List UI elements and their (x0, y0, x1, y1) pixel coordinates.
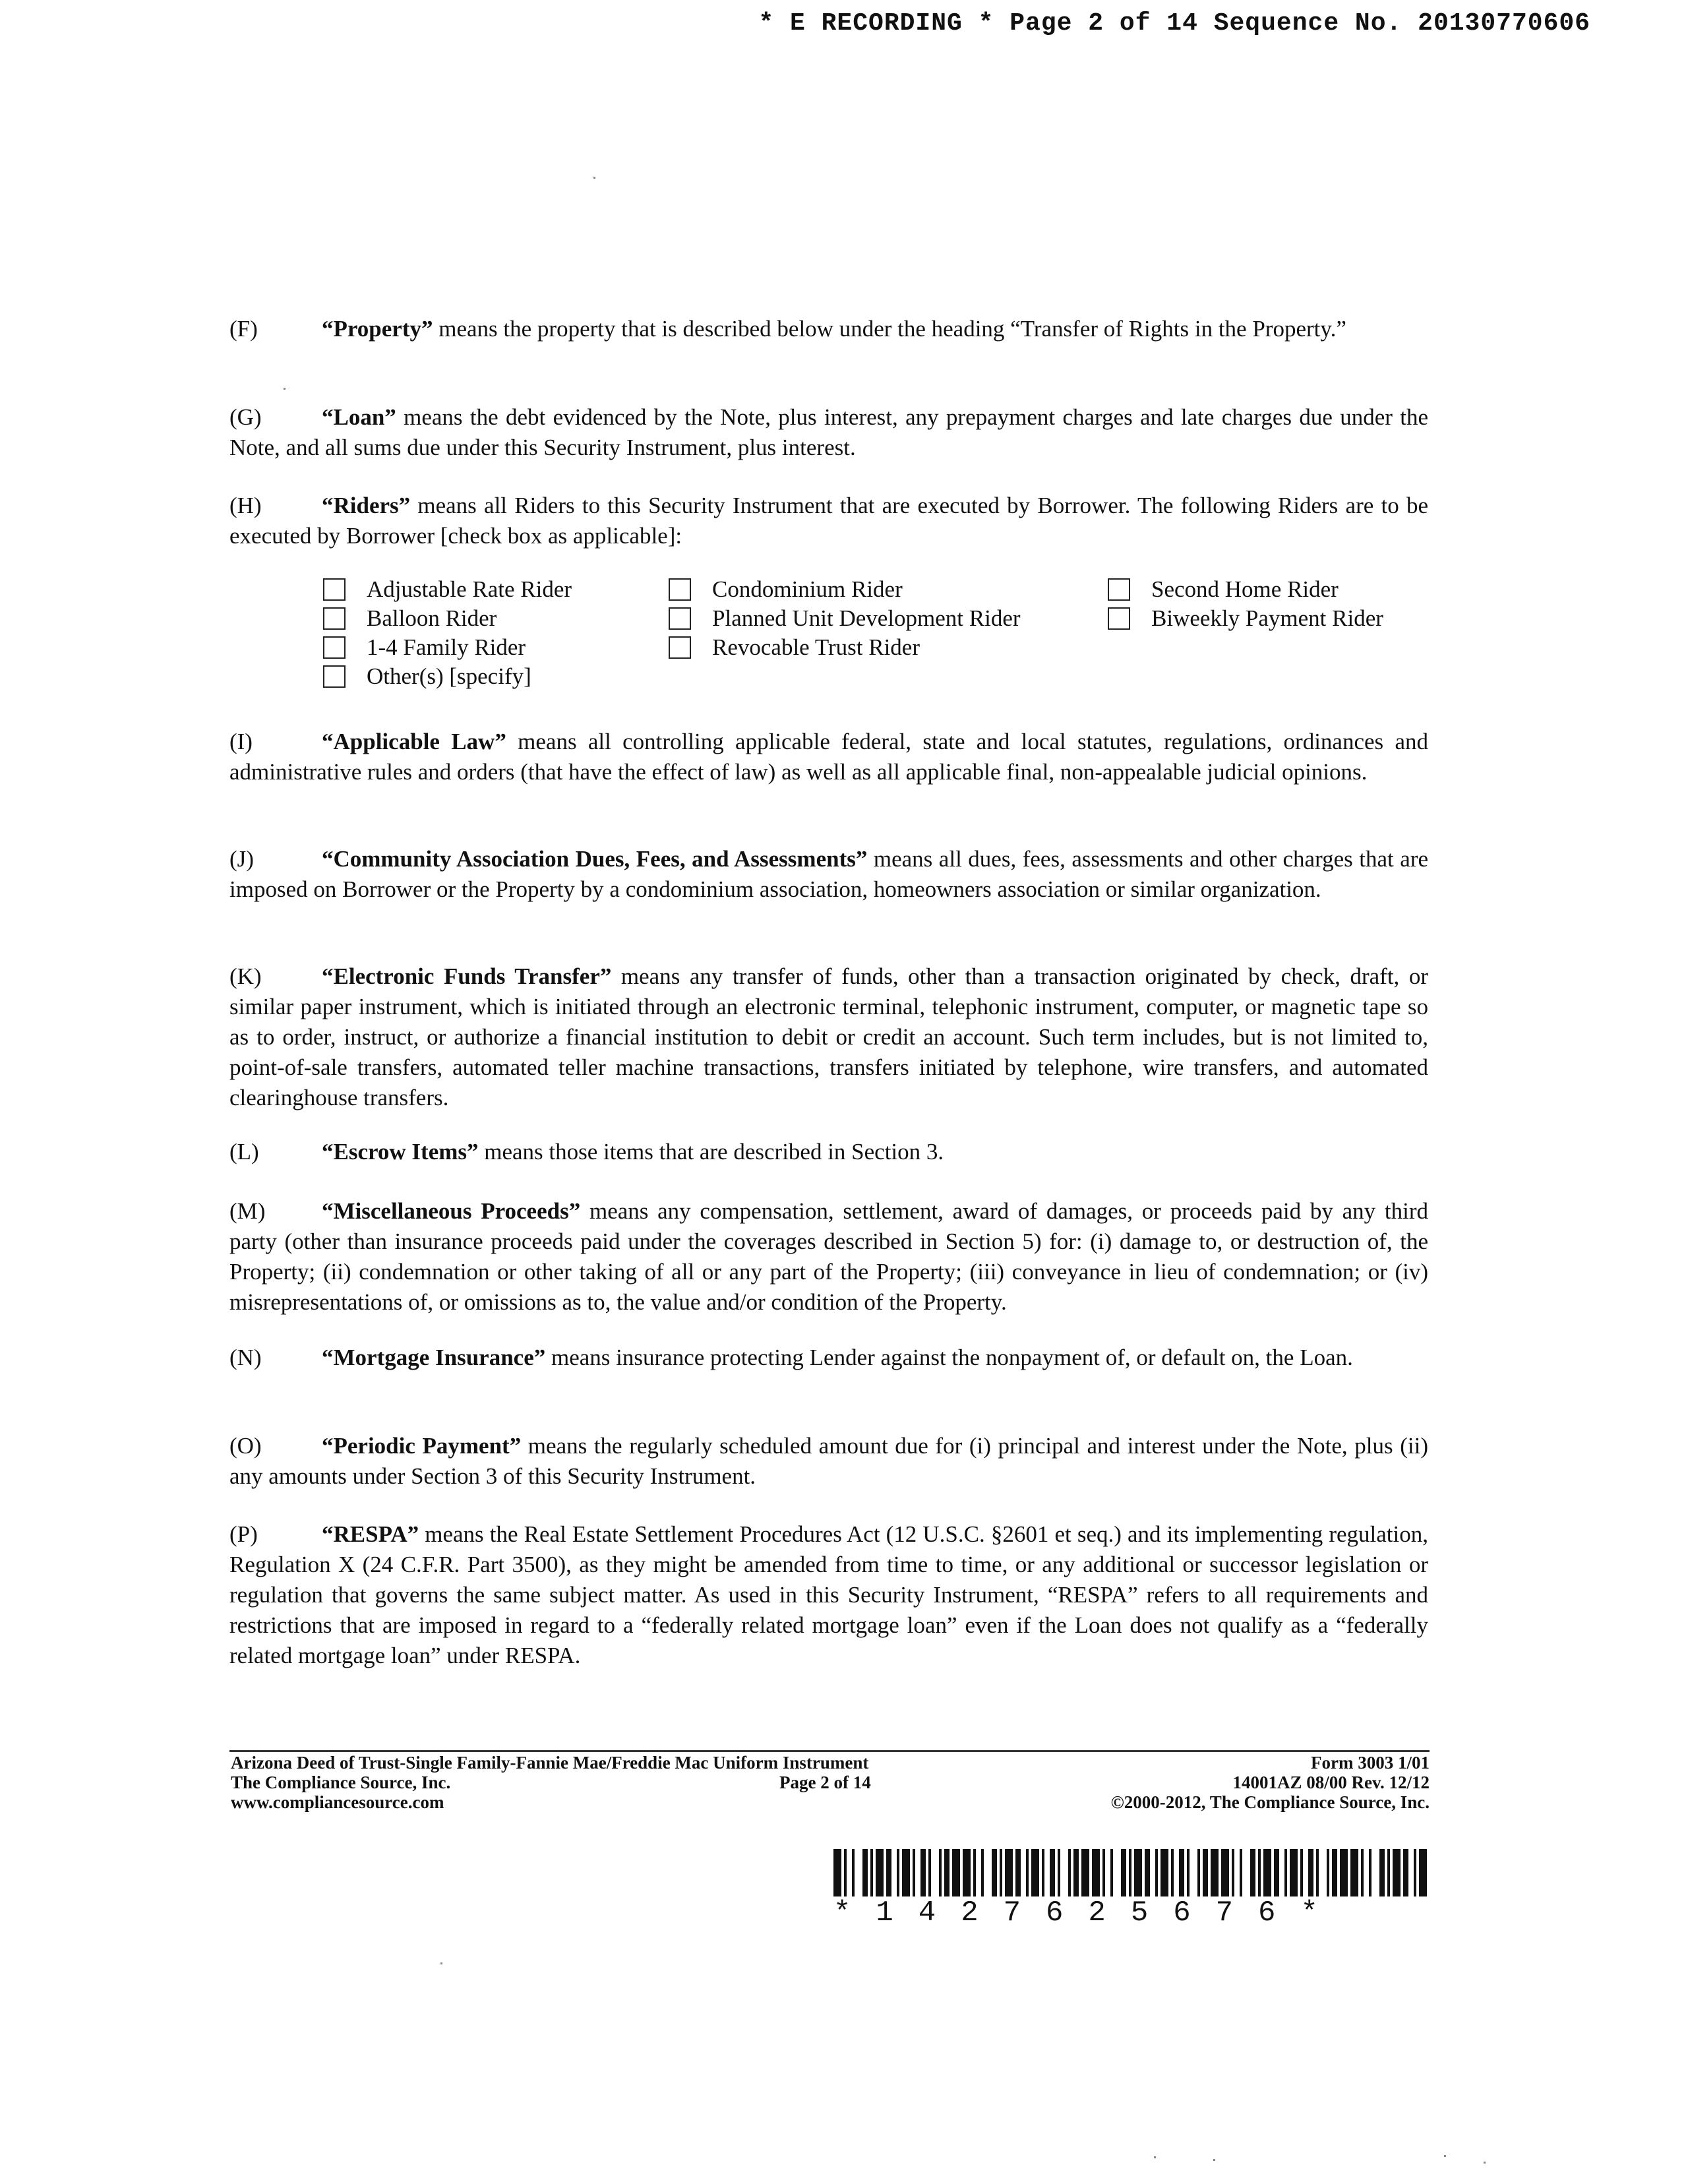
definition-text: means the debt evidenced by the Note, plus interest, any prepayment charges and late charges due under the Note, and all sums due under this Security Instrument, plus interest. (229, 404, 1428, 460)
definition-k (229, 961, 1428, 1113)
checkbox-icon[interactable] (669, 607, 691, 630)
definition-label: (G) (229, 404, 262, 430)
barcode-number: *1427625676* (833, 1896, 1343, 1929)
definition-label: (L) (229, 1139, 259, 1165)
rider-label: 1-4 Family Rider (367, 634, 526, 660)
rider-label: Other(s) [specify] (367, 663, 531, 689)
checkbox-icon[interactable] (323, 607, 346, 630)
definition-text: means all dues, fees, assessments and other charges that are imposed on Borrower or the Property by a condominium association, homeowners association or similar organization. (229, 846, 1428, 902)
definition-term: “Applicable Law” (322, 729, 506, 754)
footer-revision: 14001AZ 08/00 Rev. 12/12 (1232, 1773, 1430, 1792)
definition-term: “Loan” (322, 404, 396, 430)
definition-i (229, 727, 1428, 787)
footer-form-number: Form 3003 1/01 (1311, 1753, 1430, 1773)
rider-label: Adjustable Rate Rider (367, 576, 572, 602)
riders-column-1 (323, 575, 572, 691)
rider-balloon[interactable] (323, 604, 572, 633)
rider-label: Second Home Rider (1151, 576, 1339, 602)
rider-revocable-trust[interactable] (669, 633, 1021, 662)
checkbox-icon[interactable] (669, 578, 691, 601)
rider-second-home[interactable] (1108, 575, 1383, 604)
definition-text: means the property that is described below under the heading “Transfer of Rights in the Property.” (433, 316, 1346, 342)
footer-company: The Compliance Source, Inc. (231, 1773, 451, 1792)
definition-term: “Periodic Payment” (322, 1433, 522, 1459)
scan-speck (1484, 2162, 1486, 2164)
scan-speck (1444, 2155, 1446, 2157)
scan-speck (440, 1962, 442, 1964)
rider-label: Revocable Trust Rider (712, 634, 920, 660)
definition-text: means the Real Estate Settlement Procedures Act (12 U.S.C. §2601 et seq.) and its implementing regulation, Regulation X (24 C.F.R. Part 3500), as they might be amended from time to time, or any additional or successor legislation or regulation that governs the same subject matter. As used in this Security Instrument, “RESPA” refers to all requirements and restrictions that are imposed in regard to a “federally related mortgage loan” even if the Loan does not qualify as a “federally related mortgage loan” under RESPA. (229, 1521, 1428, 1668)
scan-speck (1213, 2159, 1215, 2161)
footer-page-number: Page 2 of 14 (779, 1773, 871, 1792)
definition-f (229, 314, 1428, 344)
definition-text: means all Riders to this Security Instrument that are executed by Borrower. The following Riders are to be executed by Borrower [check box as applicable]: (229, 493, 1428, 549)
checkbox-icon[interactable] (669, 636, 691, 659)
definition-p (229, 1519, 1428, 1671)
definition-label: (P) (229, 1521, 258, 1547)
rider-planned-unit-development[interactable] (669, 604, 1021, 633)
rider-label: Balloon Rider (367, 605, 497, 631)
definition-term: “Electronic Funds Transfer” (322, 963, 612, 989)
definition-j (229, 844, 1428, 905)
definition-m (229, 1196, 1428, 1318)
footer-divider (229, 1750, 1430, 1752)
rider-label: Planned Unit Development Rider (712, 605, 1021, 631)
riders-column-2 (669, 575, 1021, 662)
rider-adjustable-rate[interactable] (323, 575, 572, 604)
page-footer (231, 1753, 1430, 1812)
definition-label: (I) (229, 729, 253, 754)
definition-term: “Riders” (322, 493, 411, 518)
definition-label: (K) (229, 963, 262, 989)
definition-label: (O) (229, 1433, 262, 1459)
definition-label: (N) (229, 1345, 262, 1370)
definition-l (229, 1137, 1428, 1167)
definition-label: (M) (229, 1198, 266, 1224)
definition-text: means the regularly scheduled amount due for (i) principal and interest under the Note, plus (ii) any amounts under Section 3 of this Security Instrument. (229, 1433, 1428, 1489)
rider-condominium[interactable] (669, 575, 1021, 604)
definition-g (229, 402, 1428, 463)
definition-term: “Community Association Dues, Fees, and Assessments” (322, 846, 868, 872)
recording-header: * E RECORDING * Page 2 of 14 Sequence No. 20130770606 (758, 9, 1590, 38)
rider-label: Biweekly Payment Rider (1151, 605, 1383, 631)
footer-website: www.compliancesource.com (231, 1792, 444, 1812)
scan-speck (1154, 2156, 1156, 2158)
checkbox-icon[interactable] (323, 636, 346, 659)
footer-form-title: Arizona Deed of Trust-Single Family-Fannie Mae/Freddie Mac Uniform Instrument (231, 1753, 869, 1773)
rider-label: Condominium Rider (712, 576, 903, 602)
definition-label: (F) (229, 316, 258, 342)
definition-term: “Miscellaneous Proceeds” (322, 1198, 581, 1224)
definition-text: means all controlling applicable federal, state and local statutes, regulations, ordinances and administrative rules and orders (that have the effect of law) as well as all applicable final, non-appealable judicial opinions. (229, 729, 1428, 785)
definition-text: means insurance protecting Lender against the nonpayment of, or default on, the Loan. (545, 1345, 1353, 1370)
rider-others[interactable] (323, 662, 572, 691)
definition-term: “Escrow Items” (322, 1139, 479, 1165)
definition-label: (J) (229, 846, 254, 872)
footer-copyright: ©2000-2012, The Compliance Source, Inc. (1110, 1792, 1430, 1812)
scan-speck (284, 388, 286, 390)
barcode-icon (833, 1849, 1430, 1896)
checkbox-icon[interactable] (323, 665, 346, 688)
definition-o (229, 1431, 1428, 1492)
definition-term: “RESPA” (322, 1521, 419, 1547)
rider-biweekly-payment[interactable] (1108, 604, 1383, 633)
scan-speck (593, 177, 595, 179)
riders-column-3 (1108, 575, 1383, 633)
definition-n (229, 1343, 1428, 1373)
definition-text: means any transfer of funds, other than a transaction originated by check, draft, or similar paper instrument, which is initiated through an electronic terminal, telephonic instrument, computer, or magnetic tape so as to order, instruct, or authorize a financial institution to debit or credit an account. Such term includes, but is not limited to, point-of-sale transfers, automated teller machine transactions, transfers initiated by telephone, wire transfers, and automated clearinghouse transfers. (229, 963, 1428, 1110)
definition-h (229, 491, 1428, 551)
definition-term: “Mortgage Insurance” (322, 1345, 546, 1370)
definition-term: “Property” (322, 316, 433, 342)
definition-label: (H) (229, 493, 262, 518)
definition-text: means those items that are described in Section 3. (478, 1139, 944, 1165)
checkbox-icon[interactable] (323, 578, 346, 601)
checkbox-icon[interactable] (1108, 578, 1130, 601)
checkbox-icon[interactable] (1108, 607, 1130, 630)
rider-1-4-family[interactable] (323, 633, 572, 662)
definition-text: means any compensation, settlement, award of damages, or proceeds paid by any third party (other than insurance proceeds paid under the coverages described in Section 5) for: (i) damage to, or destruction of, the Property; (ii) condemnation or other taking of all or any part of the Property; (iii) conveyance in lieu of condemnation; or (iv) misrepresentations of, or omissions as to, the value and/or condition of the Property. (229, 1198, 1428, 1315)
